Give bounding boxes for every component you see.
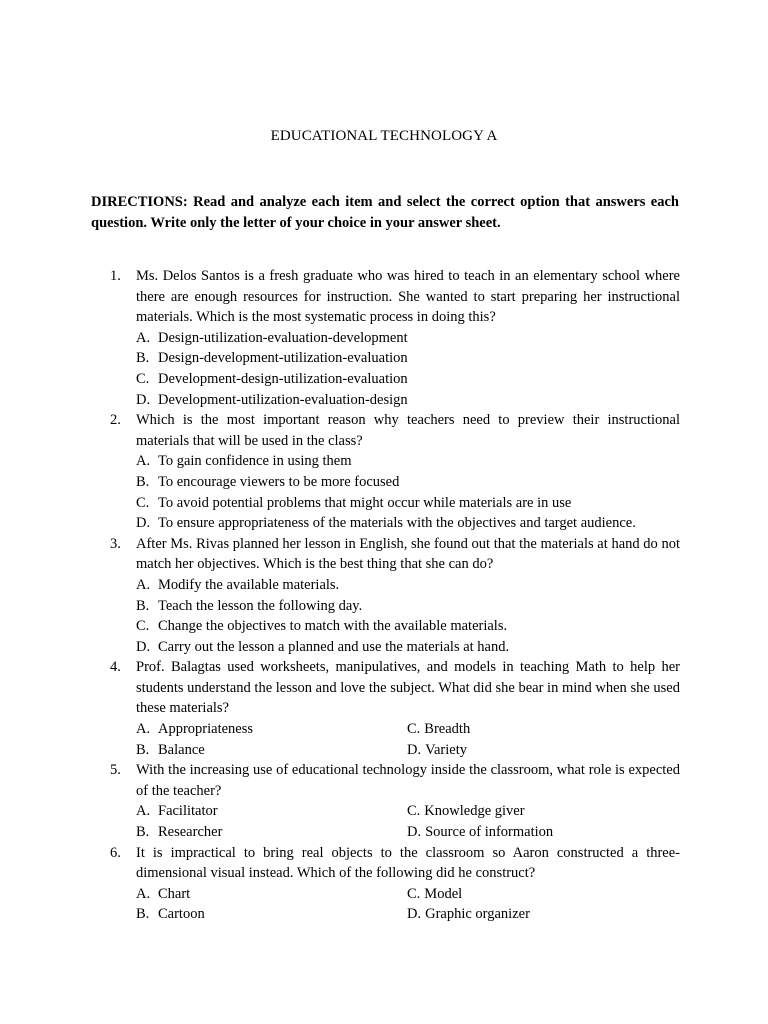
choice-item bbox=[407, 884, 680, 905]
directions-text: DIRECTIONS: Read and analyze each item and select the correct option that answers each question. Write only the letter of your choice in your answer sheet. bbox=[91, 194, 679, 231]
choice-text: Design-utilization-evaluation-development bbox=[158, 329, 408, 346]
choice-letter: D. bbox=[407, 906, 422, 923]
choice-letter: B. bbox=[136, 824, 150, 841]
page-title: EDUCATIONAL TECHNOLOGY A bbox=[270, 128, 498, 144]
choice-item bbox=[136, 904, 407, 925]
choice-letter: B. bbox=[136, 597, 150, 614]
choice-text: Graphic organizer bbox=[425, 906, 530, 923]
choice-text: Researcher bbox=[158, 824, 223, 841]
choice-item bbox=[407, 822, 680, 843]
choice-list bbox=[136, 451, 680, 533]
choice-text: Development-utilization-evaluation-design bbox=[158, 391, 408, 408]
choice-item bbox=[136, 348, 680, 369]
choice-letter: A. bbox=[136, 885, 151, 902]
choice-item bbox=[136, 451, 680, 472]
choice-text: Variety bbox=[425, 741, 467, 758]
choice-item bbox=[136, 328, 680, 349]
choice-letter: C. bbox=[407, 803, 421, 820]
choice-text: To gain confidence in using them bbox=[158, 453, 352, 470]
choice-letter: B. bbox=[136, 350, 150, 367]
choice-item bbox=[407, 801, 680, 822]
choice-letter: A. bbox=[136, 329, 151, 346]
choice-item bbox=[136, 801, 407, 822]
question-number: 5. bbox=[110, 762, 121, 779]
choice-text: Knowledge giver bbox=[424, 803, 525, 820]
choice-item bbox=[136, 740, 407, 761]
question-text: Which is the most important reason why teachers need to preview their instructional materials that will be used in the class? bbox=[136, 412, 680, 449]
choice-list bbox=[136, 719, 680, 760]
choice-letter: C. bbox=[136, 618, 150, 635]
question-3 bbox=[110, 534, 680, 658]
question-number: 4. bbox=[110, 659, 121, 676]
choice-letter: B. bbox=[136, 473, 150, 490]
question-4 bbox=[110, 657, 680, 760]
question-number: 3. bbox=[110, 535, 121, 552]
choice-text: To avoid potential problems that might occur while materials are in use bbox=[158, 494, 572, 511]
choice-text: To ensure appropriateness of the materials with the objectives and target audience. bbox=[158, 515, 636, 532]
choice-item bbox=[407, 719, 680, 740]
question-2 bbox=[110, 410, 680, 534]
question-text: With the increasing use of educational technology inside the classroom, what role is expected of the teacher? bbox=[136, 762, 680, 799]
choice-letter: B. bbox=[136, 906, 150, 923]
choice-text: Balance bbox=[158, 741, 205, 758]
question-6 bbox=[110, 843, 680, 925]
choice-letter: C. bbox=[407, 885, 421, 902]
choice-item bbox=[136, 616, 680, 637]
choice-text: Teach the lesson the following day. bbox=[158, 597, 363, 614]
choice-item bbox=[136, 390, 680, 411]
choice-letter: D. bbox=[407, 741, 422, 758]
choice-text: Source of information bbox=[425, 824, 554, 841]
choice-letter: A. bbox=[136, 576, 151, 593]
choice-letter: B. bbox=[136, 741, 150, 758]
choice-text: Carry out the lesson a planned and use the materials at hand. bbox=[158, 638, 510, 655]
choice-list bbox=[136, 575, 680, 657]
choice-list bbox=[136, 328, 680, 410]
choice-item bbox=[136, 472, 680, 493]
choice-list bbox=[136, 884, 680, 925]
choice-letter: A. bbox=[136, 803, 151, 820]
choice-text: Facilitator bbox=[158, 803, 218, 820]
choice-item bbox=[136, 822, 407, 843]
question-number: 6. bbox=[110, 844, 121, 861]
choice-item bbox=[136, 596, 680, 617]
choice-letter: A. bbox=[136, 453, 151, 470]
choice-letter: D. bbox=[407, 824, 422, 841]
question-1 bbox=[110, 266, 680, 410]
choice-letter: C. bbox=[136, 494, 150, 511]
choice-text: Design-development-utilization-evaluation bbox=[158, 350, 408, 367]
choice-letter: C. bbox=[136, 370, 150, 387]
choice-item bbox=[136, 719, 407, 740]
choice-text: Modify the available materials. bbox=[158, 576, 340, 593]
question-number: 1. bbox=[110, 268, 121, 284]
choice-letter: C. bbox=[407, 721, 421, 738]
question-text: It is impractical to bring real objects to the classroom so Aaron constructed a three-dimensional visual instead. Which of the following did he construct? bbox=[136, 844, 680, 882]
question-list bbox=[110, 266, 680, 925]
choice-letter: D. bbox=[136, 638, 151, 655]
choice-item bbox=[407, 904, 680, 925]
choice-item bbox=[136, 575, 680, 596]
question-5 bbox=[110, 760, 680, 842]
choice-text: Breadth bbox=[424, 721, 471, 738]
choice-item bbox=[136, 513, 680, 534]
question-text: Ms. Delos Santos is a fresh graduate who was hired to teach in an elementary school where there are enough resources for instruction. She wanted to start preparing her instructional materials. Which is the most systematic process in doing this? bbox=[136, 268, 680, 326]
choice-list bbox=[136, 801, 680, 842]
choice-text: Change the objectives to match with the available materials. bbox=[158, 618, 508, 635]
choice-item bbox=[136, 637, 680, 658]
question-text: After Ms. Rivas planned her lesson in English, she found out that the materials at hand do not match her objectives. Which is the best thing that she can do? bbox=[136, 535, 680, 573]
choice-text: Model bbox=[424, 885, 463, 902]
choice-text: Cartoon bbox=[158, 906, 205, 923]
choice-item bbox=[136, 884, 407, 905]
choice-text: To encourage viewers to be more focused bbox=[158, 473, 400, 490]
choice-text: Development-design-utilization-evaluation bbox=[158, 370, 408, 387]
choice-letter: D. bbox=[136, 391, 151, 408]
choice-letter: D. bbox=[136, 515, 151, 532]
choice-letter: A. bbox=[136, 721, 151, 738]
choice-item bbox=[407, 740, 680, 761]
choice-item bbox=[136, 369, 680, 390]
choice-item bbox=[136, 493, 680, 514]
question-text: Prof. Balagtas used worksheets, manipulatives, and models in teaching Math to help her students understand the lesson and love the subject. What did she bear in mind when she used these materials? bbox=[136, 659, 680, 717]
question-number: 2. bbox=[110, 412, 121, 429]
choice-text: Appropriateness bbox=[158, 721, 254, 738]
choice-text: Chart bbox=[158, 885, 191, 902]
